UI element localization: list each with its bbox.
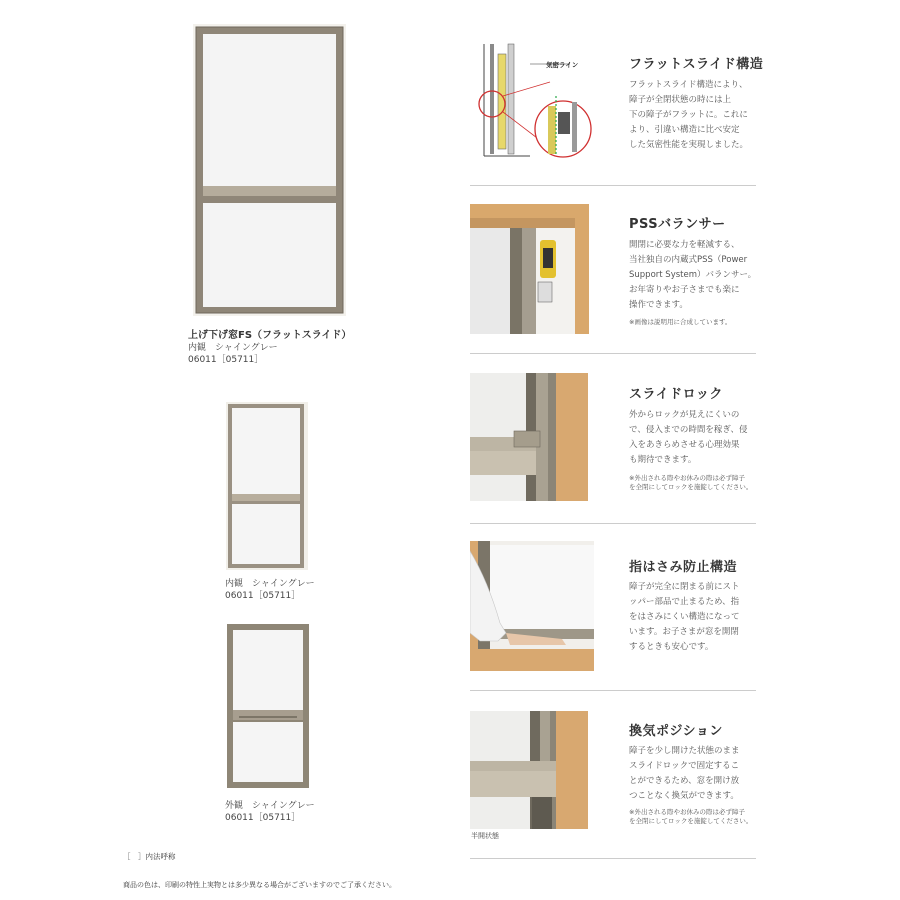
small-window-interior-image (226, 402, 308, 570)
feature-title-ventilation: 換気ポジション (629, 724, 723, 739)
feature-body-finger-pinch: 障子が完全に閉まる前にスト ッパー部品で止まるため、指 をはさみにくい構造になって います。お子さまが窓を開閉 するときも安心です。 (629, 582, 740, 652)
ventilation-photo (470, 711, 588, 829)
feature-title-slide-lock: スライドロック (629, 387, 723, 402)
divider (470, 690, 756, 691)
small-window-exterior-image (225, 622, 311, 790)
pss-balancer-photo (470, 204, 589, 334)
feature-title-pss-balancer: PSSバランサー (629, 217, 726, 232)
finger-pinch-photo (470, 541, 594, 671)
main-window-caption (188, 330, 388, 366)
feature-title-finger-pinch: 指はさみ防止構造 (629, 560, 738, 575)
airtight-line-label: 気密ライン (546, 61, 579, 69)
feature-note-slide-lock: ※外出される際やお休みの際は必ず障子 を全閉にしてロックを施錠してください。 (629, 474, 753, 491)
divider (470, 353, 756, 354)
feature-note-pss-balancer: ※画像は説明用に合成しています。 (629, 318, 732, 326)
feature-body-ventilation: 障子を少し開けた状態のまま スライドロックで固定するこ とができるため、窓を開け放 つことなく換気ができます。 (629, 746, 740, 801)
feature-title-flat-slide: フラットスライド構造 (629, 57, 764, 72)
divider (470, 523, 756, 524)
small2-view: 外観 シャイングレー (225, 801, 315, 811)
feature-body-slide-lock: 外からロックが見えにくいの で、侵入までの時間を稼ぎ、侵 入をあきらめさせる心理効果 も期待できます。 (629, 410, 748, 465)
dimension-legend: ［ ］内法呼称 (123, 852, 176, 861)
feature-note-ventilation: ※外出される際やお休みの際は必ず障子 を全閉にしてロックを施錠してください。 (629, 808, 753, 825)
small-window-exterior-caption (225, 800, 365, 824)
divider (470, 858, 756, 859)
divider (470, 185, 756, 186)
small1-code: 06011［05711］ (225, 591, 301, 601)
flat-slide-diagram (470, 34, 600, 164)
small2-code: 06011［05711］ (225, 813, 301, 823)
main-window-image (193, 24, 346, 316)
product-code: 06011［05711］ (188, 355, 264, 365)
feature-body-pss-balancer: 開閉に必要な力を軽減する、 当社独自の内蔵式PSS（Power Support System）バランサー。 お年寄りやお子さまでも楽に 操作できます。 (629, 240, 757, 310)
color-disclaimer: 商品の色は、印刷の特性上実物とは多少異なる場合がございますのでご了承ください。 (123, 881, 396, 889)
slide-lock-photo (470, 373, 588, 501)
product-title: 上げ下げ窓FS（フラットスライド） (188, 330, 352, 341)
small-window-interior-caption (225, 578, 365, 602)
small1-view: 内観 シャイングレー (225, 579, 315, 589)
ventilation-image-caption: 半開状態 (471, 832, 499, 840)
feature-body-flat-slide: フラットスライド構造により、 障子が全閉状態の時には上 下の障子がフラットに。これに より、引違い構造に比べ安定 した気密性能を実現しました。 (629, 80, 749, 150)
product-view: 内観 シャイングレー (188, 343, 278, 353)
